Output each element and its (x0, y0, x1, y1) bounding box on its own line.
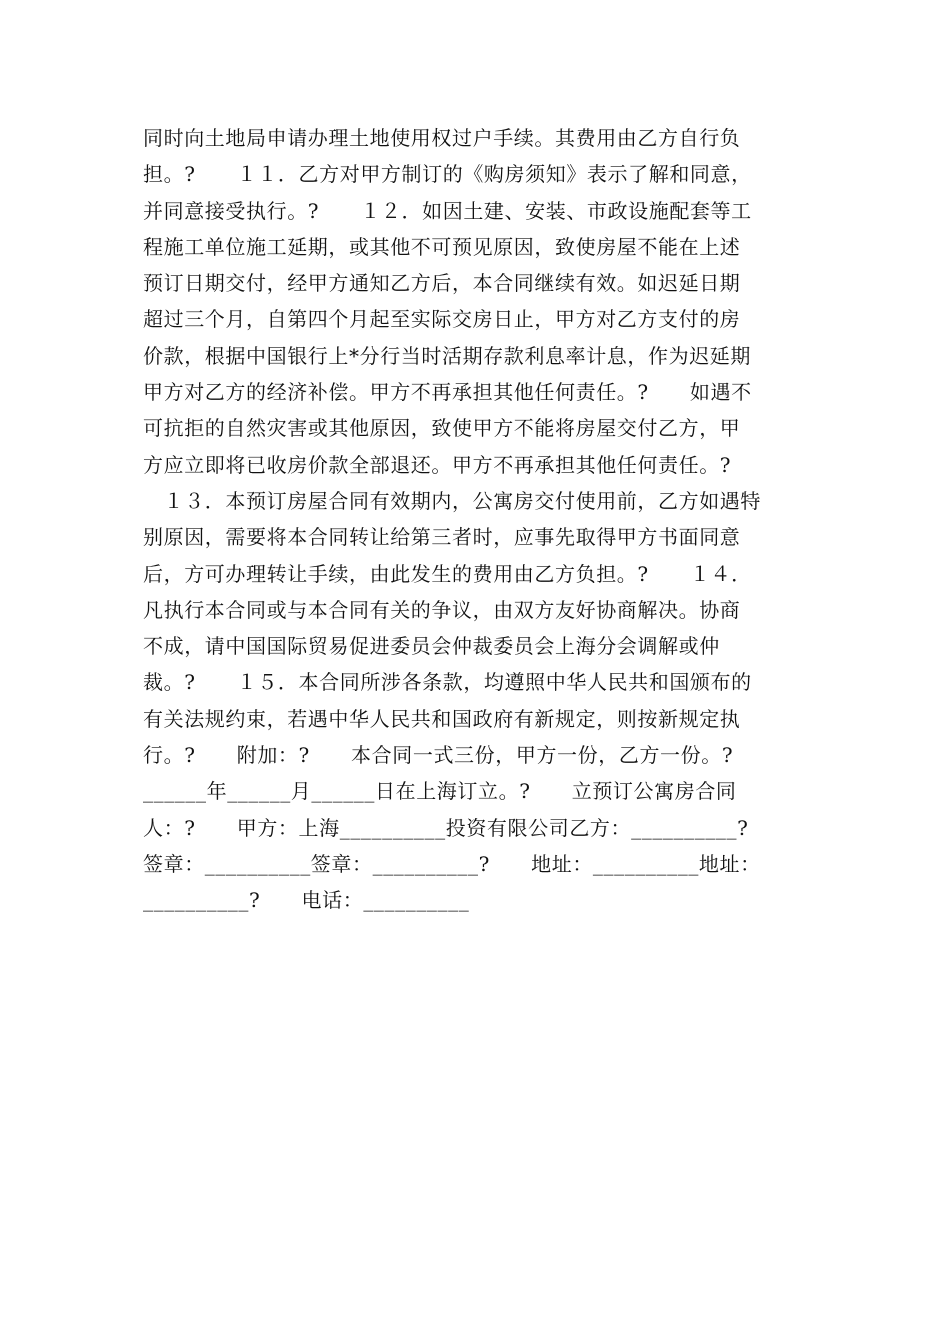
text-line: 后，方可办理转让手续，由此发生的费用由乙方负担。? １４． (143, 561, 752, 586)
text-line: 别原因，需要将本合同转让给第三者时，应事先取得甲方书面同意 (143, 525, 741, 550)
text-line: １３．本预订房屋合同有效期内，公寓房交付使用前，乙方如遇特 (143, 488, 761, 513)
text-line: 方应立即将已收房价款全部退还。甲方不再承担其他任何责任。? (143, 452, 732, 477)
text-line: 同时向土地局申请办理土地使用权过户手续。其费用由乙方自行负 (143, 126, 741, 150)
text-line: 程施工单位施工延期，或其他不可预见原因，致使房屋不能在上述 (143, 234, 741, 259)
text-line: 可抗拒的自然灾害或其他原因，致使甲方不能将房屋交付乙方，甲 (143, 416, 741, 441)
text-line: 人：? 甲方：上海__________投资有限公司乙方：__________? (143, 815, 749, 840)
text-line: 并同意接受执行。? １２．如因土建、安装、市政设施配套等工 (143, 198, 752, 223)
text-line: ______年______月______日在上海订立。? 立预订公寓房合同 (143, 779, 737, 804)
text-line: 不成，请中国国际贸易促进委员会仲裁委员会上海分会调解或仲 (143, 634, 720, 659)
text-line: 预订日期交付，经甲方通知乙方后，本合同继续有效。如迟延日期 (143, 271, 741, 296)
text-line: __________? 电话：__________ (143, 888, 470, 913)
text-line: 签章：__________签章：__________? 地址：__________地址： (143, 851, 761, 876)
contract-body-text (143, 120, 808, 919)
text-line: 凡执行本合同或与本合同有关的争议，由双方友好协商解决。协商 (143, 597, 741, 622)
text-line: 裁。? １５．本合同所涉各条款，均遵照中华人民共和国颁布的 (143, 670, 752, 695)
text-line: 有关法规约束，若遇中华人民共和国政府有新规定，则按新规定执 (143, 706, 741, 731)
text-line: 超过三个月，自第四个月起至实际交房日止，甲方对乙方支付的房 (143, 307, 741, 332)
text-line: 行。? 附加：? 本合同一式三份，甲方一份，乙方一份。? (143, 743, 734, 768)
text-line: 价款，根据中国银行上*分行当时活期存款利息率计息，作为迟延期 (143, 343, 751, 368)
text-line: 担。? １１．乙方对甲方制订的《购房须知》表示了解和同意， (143, 162, 752, 187)
text-line: 甲方对乙方的经济补偿。甲方不再承担其他任何责任。? 如遇不 (143, 380, 752, 405)
